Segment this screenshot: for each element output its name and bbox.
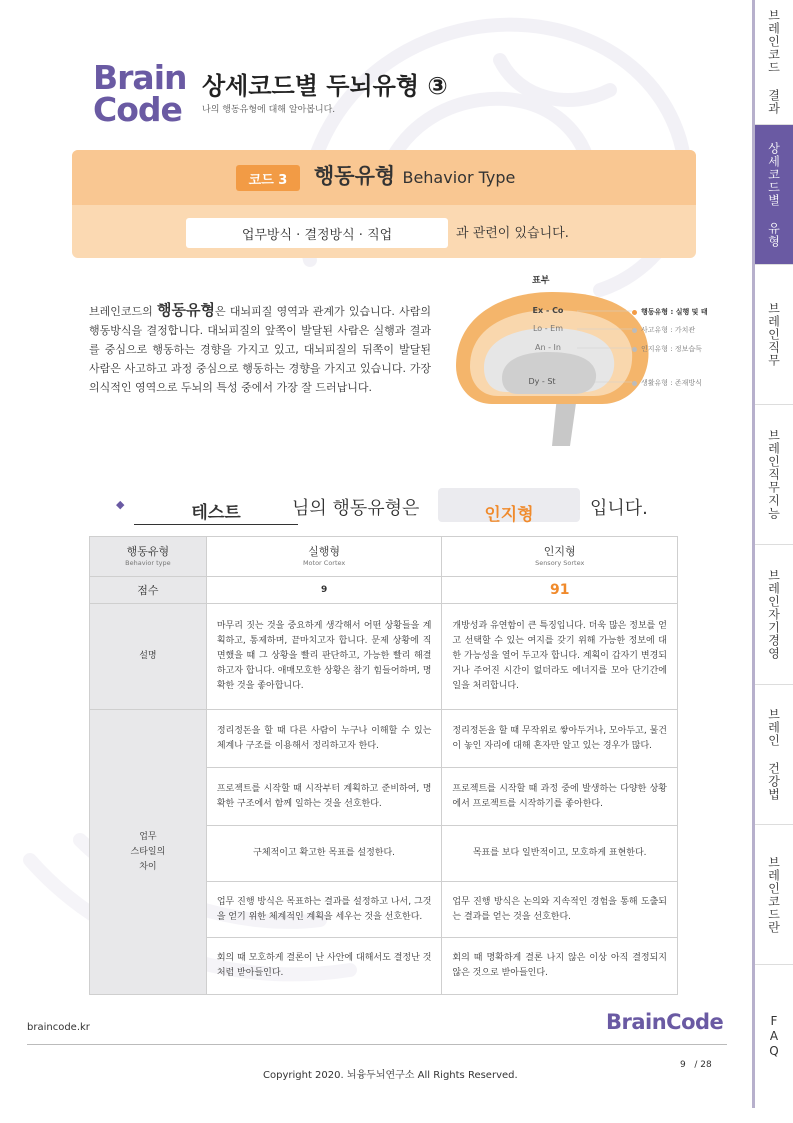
diff-label (90, 710, 207, 995)
sidebar-item-label: 브레인코드 결과 (766, 9, 781, 115)
diff-col1: 정리정돈을 할 때 다른 사람이 누구나 이해할 수 있는 체계나 구조를 이용해서 정리하고자 한다. (206, 710, 442, 768)
layer-dy-st-shape (502, 352, 596, 394)
logo-line1: Brain (93, 58, 187, 97)
header-col2-cell (442, 537, 678, 577)
legend-cognition (632, 344, 702, 354)
sidebar-item-label: FAQ (767, 1014, 781, 1059)
legend-dot-icon (632, 347, 637, 352)
code-title-en: Behavior Type (402, 168, 516, 187)
legend-life (632, 378, 702, 388)
footer-copyright: Copyright 2020. 뇌융두뇌연구소 All Rights Reserved. (263, 1070, 518, 1081)
footer-logo: BrainCode (606, 1010, 724, 1034)
sidebar-item-label: 상세코드별 유형 (766, 141, 781, 248)
header-col2: 인지형 (543, 545, 576, 558)
sidebar-item-faq[interactable] (755, 965, 793, 1108)
layer-label-an-in: An - In (535, 343, 561, 352)
desc-col2: 개방성과 유연함이 큰 특징입니다. 더욱 많은 정보를 얻고 선택할 수 있는 여지를 갖기 위해 가능한 정보에 대한 가능성을 열어 두고자 합니다. 계획이 갑자기 변경되거나 주어진 시간이 없더라도 에너지를 모아 단기간에 일을 처리합니다. (442, 604, 678, 710)
desc-col1: 마무리 짓는 것을 중요하게 생각해서 어떤 상황들을 계획하고, 통제하며, 끝마치고자 합니다. 문제 상황에 직면했을 때 그 상황을 빨리 판단하고, 가능한 빨리 해결하고자 합니다. 애매모호한 상황은 참기 힘들어하며, 명확한 것을 좋아합니다. (206, 604, 442, 710)
code-title-ko: 행동유형 (314, 164, 396, 188)
sidebar-item-label: 브레인자기경영 (766, 569, 781, 660)
page-title: 상세코드별 두뇌유형 ③ (202, 72, 448, 100)
diff-label-line3: 차이 (139, 861, 157, 872)
layer-label-lo-em: Lo - Em (532, 324, 564, 333)
intro-paragraph (89, 301, 431, 397)
keywords-box: 업무방식 · 결정방식 · 직업 (186, 218, 448, 248)
legend-thinking (632, 325, 695, 335)
result-line (116, 494, 676, 528)
score-col1: 9 (206, 577, 442, 604)
comparison-table (89, 536, 678, 995)
logo-line2: Code (93, 90, 182, 129)
sidebar-item-brain-self-management[interactable] (755, 545, 793, 685)
legend-label: 생활유형 : 존재방식 (641, 379, 702, 387)
sidebar-item-braincode-result[interactable] (755, 0, 793, 125)
code-title (314, 160, 515, 190)
diff-label-line1: 업무 (139, 831, 157, 842)
intro-prefix: 브레인코드의 (89, 305, 158, 318)
diff-col1: 구체적이고 확고한 목표를 설정한다. (206, 826, 442, 882)
diff-col1: 프로젝트를 시작할 때 시작부터 계획하고 준비하여, 명확한 구조에서 함께 일하는 것을 선호한다. (206, 768, 442, 826)
desc-label: 설명 (90, 604, 207, 710)
legend-dot-icon (632, 381, 637, 386)
sidebar-item-label: 브레인 건강법 (766, 708, 781, 801)
diff-col1: 업무 진행 방식은 목표하는 결과를 설정하고 나서, 그것을 얻기 위한 체계적인 계획을 세우는 것을 선호한다. (206, 882, 442, 938)
braincode-logo (93, 58, 187, 129)
header-col1-en: Motor Cortex (302, 559, 346, 567)
result-type: 인지형 (484, 505, 534, 525)
header-label-en: Behavior type (125, 559, 171, 567)
diff-col2: 프로젝트를 시작할 때 과정 중에 발생하는 다양한 상황에서 프로젝트를 시작하기를 좋아한다. (442, 768, 678, 826)
legend-behavior (632, 307, 708, 317)
footer-url[interactable]: braincode.kr (27, 1022, 90, 1033)
diff-col2: 목표를 보다 일반적이고, 모호하게 표현한다. (442, 826, 678, 882)
table-row (90, 710, 678, 768)
keywords-tail: 과 관련이 있습니다. (456, 226, 569, 241)
intro-highlight: 행동유형 (157, 301, 215, 319)
diff-col1: 회의 때 모호하게 결론이 난 사안에 대해서도 결정난 것처럼 받아들인다. (206, 938, 442, 995)
diff-col2: 업무 진행 방식은 논의와 지속적인 경험을 통해 도출되는 결과를 얻는 것을 선호한다. (442, 882, 678, 938)
sidebar-item-detail-type[interactable] (755, 125, 793, 265)
page-number (680, 1060, 712, 1070)
table-header-row (90, 537, 678, 577)
legend-label: 행동유형 : 실행 및 태 (641, 308, 708, 316)
page-subtitle: 나의 행동유형에 대해 알아봅니다. (202, 105, 336, 115)
header-label: 행동유형 (126, 545, 170, 558)
sidebar-item-brain-job-intelligence[interactable] (755, 405, 793, 545)
diagram-top-label: 표부 (532, 276, 550, 286)
header-label-cell (90, 537, 207, 577)
header-col1-cell (206, 537, 442, 577)
diff-col2: 정리정돈을 할 때 무작위로 쌓아두거나, 모아두고, 물건이 놓인 자리에 대해 혼자만 알고 있는 경우가 많다. (442, 710, 678, 768)
sidebar-item-label: 브레인직무 (766, 302, 781, 367)
legend-label: 인지유형 : 정보습득 (641, 345, 702, 353)
result-text-suffix: 입니다. (590, 498, 648, 519)
score-label: 점수 (90, 577, 207, 604)
layer-label-dy-st: Dy - St (528, 377, 556, 386)
gem-icon: ◆ (116, 498, 125, 511)
diff-label-line2: 스타일의 (130, 846, 166, 857)
intro-body: 은 대뇌피질 영역과 관계가 있습니다. 사람의 행동방식을 결정합니다. 대뇌피질의 앞쪽이 발달된 사람은 실행과 결과를 중심으로 행동하는 경향을 가지고 있고, 대뇌피질의 뒤쪽이 발달된 사람은 사고하고 과정 중심으로 행동하는 경향을 가지고 있습니다. 가장 의식적인 영역으로 두뇌의 특성 중에서 가장 잘 드러납니다. (89, 305, 431, 394)
table-score-row (90, 577, 678, 604)
code-badge: 코드 3 (236, 165, 300, 191)
layer-label-ex-co: Ex - Co (532, 306, 564, 315)
sidebar-item-brain-job[interactable] (755, 265, 793, 405)
diff-col2: 회의 때 명확하게 결론 나지 않은 이상 아직 결정되지 않은 것으로 받아들인다. (442, 938, 678, 995)
legend-dot-icon (632, 328, 637, 333)
table-desc-row (90, 604, 678, 710)
sidebar-nav (755, 0, 793, 1108)
page-total: / 28 (694, 1060, 712, 1070)
result-text-prefix: 님의 행동유형은 (292, 498, 420, 519)
sidebar-item-label: 브레인직무지능 (766, 429, 781, 520)
legend-label: 사고유형 : 가치관 (641, 326, 696, 334)
page-current: 9 (680, 1060, 686, 1070)
header-col1: 실행형 (308, 545, 341, 558)
sidebar-item-label: 브레인코드란 (766, 855, 781, 934)
sidebar-item-about-braincode[interactable] (755, 825, 793, 965)
user-name: 테스트 (134, 498, 298, 525)
sidebar-item-brain-health[interactable] (755, 685, 793, 825)
footer-divider (27, 1044, 727, 1045)
legend-dot-icon (632, 310, 637, 315)
score-col2: 91 (442, 577, 678, 604)
header-col2-en: Sensory Sortex (535, 559, 585, 567)
